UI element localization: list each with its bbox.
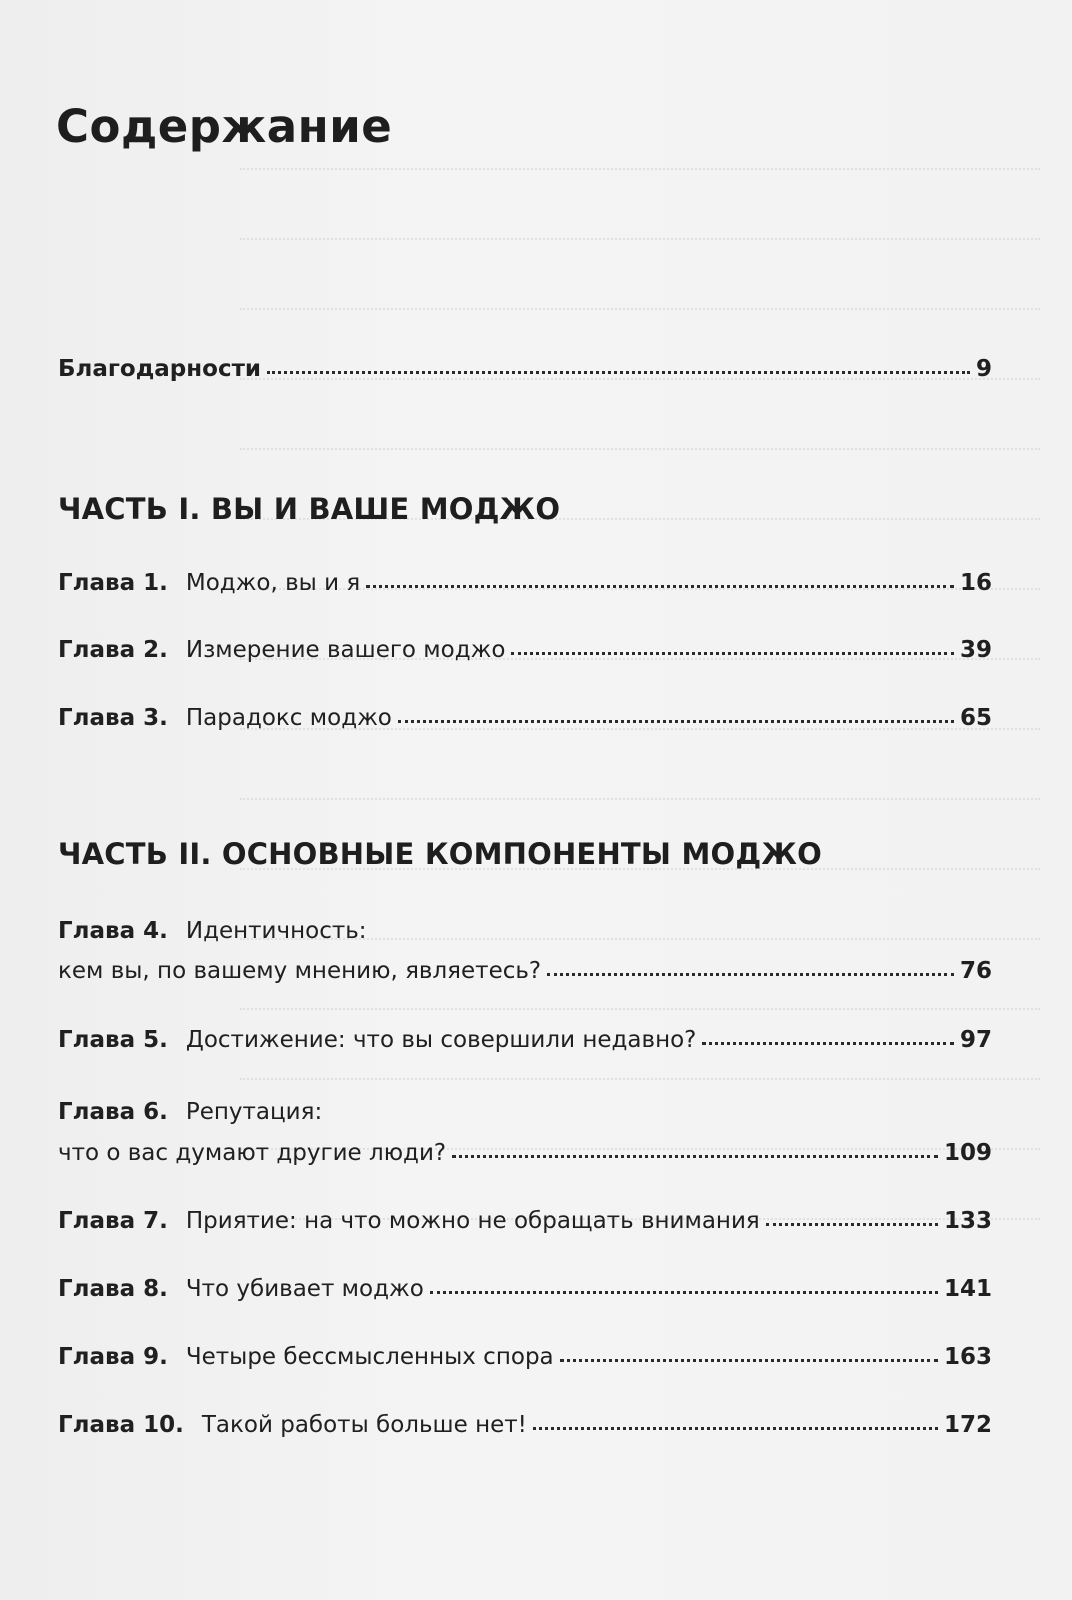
chapter-label: Глава 6. [58,1099,168,1125]
page-number: 16 [959,570,992,596]
page-number: 109 [943,1140,992,1166]
dot-leader [560,1355,938,1362]
toc-entry-chapter-9[interactable] [58,1344,992,1370]
toc-entry-chapter-3[interactable] [58,705,992,731]
page-number: 172 [943,1412,992,1438]
page-number: 76 [959,958,992,984]
page-number: 163 [943,1344,992,1370]
page-title: Содержание [56,100,393,153]
dot-leader [547,969,954,976]
page-number: 133 [943,1208,992,1234]
toc-entry-chapter-2[interactable] [58,637,992,663]
page-number: 65 [959,705,992,731]
bleed-through-shadow [240,100,1040,1250]
part-heading-2: ЧАСТЬ II. ОСНОВНЫЕ КОМПОНЕНТЫ МОДЖО [58,837,822,871]
chapter-label: Глава 5. [58,1027,168,1053]
chapter-title: Приятие: на что можно не обращать внимания [185,1208,760,1234]
toc-entry-chapter-6-line1[interactable] [58,1099,322,1125]
dot-leader [511,648,954,655]
toc-entry-acknowledgements[interactable] [58,356,992,382]
chapter-title: Достижение: что вы совершили недавно? [185,1027,697,1053]
dot-leader [398,716,954,723]
toc-entry-chapter-5[interactable] [58,1027,992,1053]
toc-entry-chapter-1[interactable] [58,570,992,596]
entry-label: Благодарности [58,356,262,382]
chapter-label: Глава 8. [58,1276,168,1302]
chapter-title: Моджо, вы и я [185,570,361,596]
chapter-title: Репутация: [185,1099,323,1125]
toc-entry-chapter-10[interactable] [58,1412,992,1438]
chapter-label: Глава 4. [58,918,168,944]
toc-entry-chapter-7[interactable] [58,1208,992,1234]
chapter-label: Глава 1. [58,570,168,596]
chapter-title: Идентичность: [185,918,367,944]
dot-leader [533,1423,938,1430]
chapter-title: Измерение вашего моджо [185,637,506,663]
chapter-label: Глава 9. [58,1344,168,1370]
chapter-label: Глава 2. [58,637,168,663]
dot-leader [366,581,954,588]
toc-entry-chapter-6[interactable] [58,1140,992,1166]
page-number: 97 [959,1027,992,1053]
page-number: 39 [959,637,992,663]
dot-leader [702,1038,954,1045]
chapter-title: Такой работы больше нет! [201,1412,527,1438]
dot-leader [766,1219,938,1226]
chapter-label: Глава 7. [58,1208,168,1234]
dot-leader [452,1151,938,1158]
toc-entry-chapter-8[interactable] [58,1276,992,1302]
dot-leader [430,1287,938,1294]
chapter-label: Глава 10. [58,1412,184,1438]
part-heading-1: ЧАСТЬ I. ВЫ И ВАШЕ МОДЖО [58,492,561,526]
dot-leader [267,367,970,374]
page-number: 141 [943,1276,992,1302]
chapter-title: Парадокс моджо [185,705,392,731]
chapter-title-continued: кем вы, по вашему мнению, являетесь? [58,958,542,984]
toc-entry-chapter-4-line1[interactable] [58,918,367,944]
toc-entry-chapter-4[interactable] [58,958,992,984]
chapter-title: Четыре бессмысленных спора [185,1344,554,1370]
chapter-title: Что убивает моджо [185,1276,424,1302]
page-number: 9 [975,356,992,382]
chapter-label: Глава 3. [58,705,168,731]
chapter-title-continued: что о вас думают другие люди? [58,1140,447,1166]
